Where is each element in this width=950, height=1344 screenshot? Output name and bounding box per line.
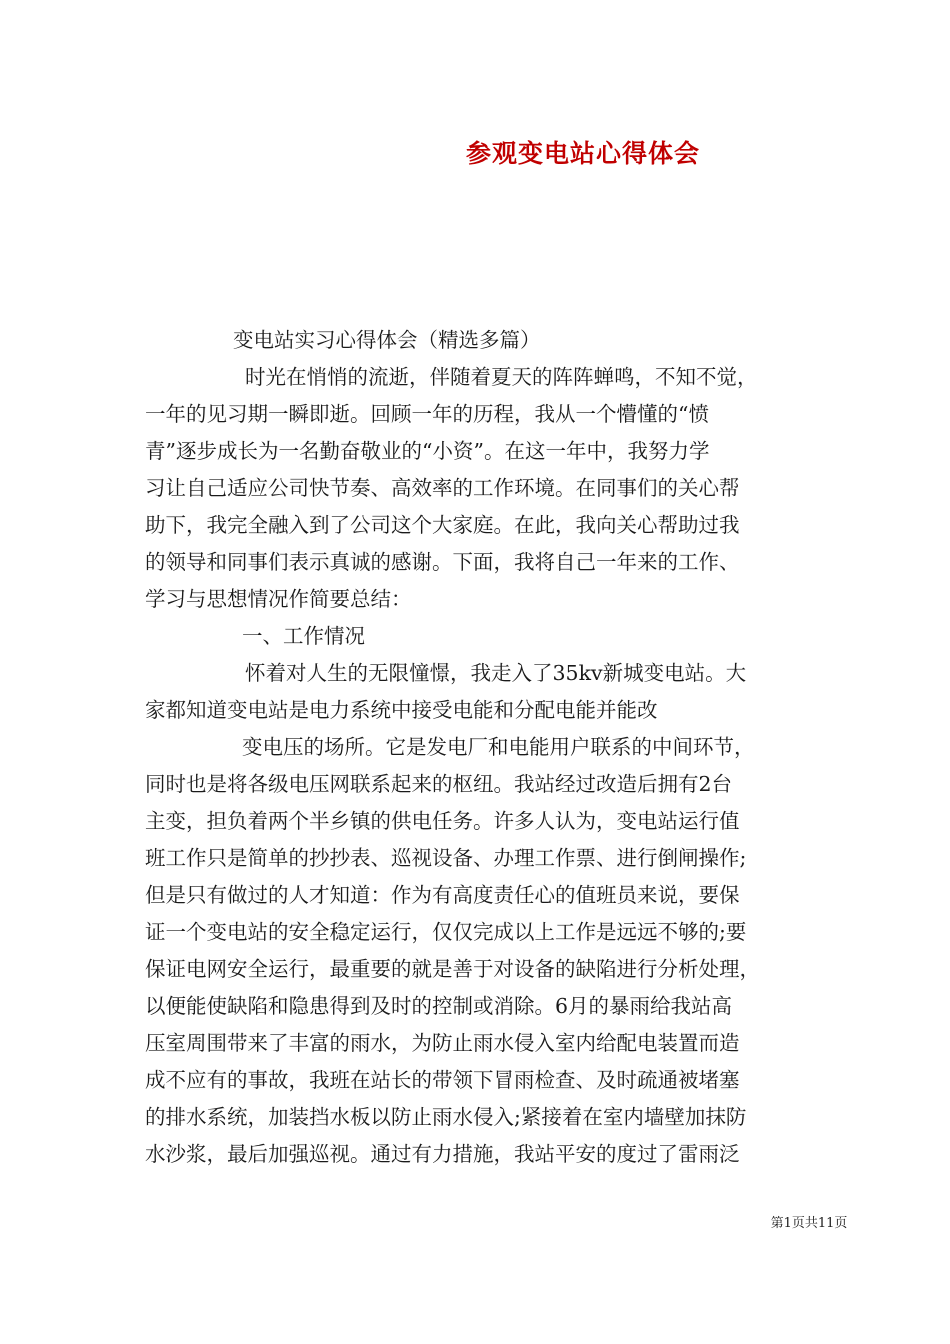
document-body	[145, 322, 810, 1173]
document-title: 参观变电站心得体会	[465, 139, 700, 168]
paragraph-line: 主变，担负着两个半乡镇的供电任务。许多人认为，变电站运行值	[145, 809, 740, 833]
paragraph-line: 学习与思想情况作简要总结：	[145, 587, 412, 611]
paragraph-line: 青”逐步成长为一名勤奋敬业的“小资”。在这一年中，我努力学	[145, 439, 710, 463]
paragraph-line: 怀着对人生的无限憧憬，我走入了35kv新城变电站。大	[245, 661, 747, 685]
paragraph-line: 时光在悄悄的流逝，伴随着夏天的阵阵蝉鸣，不知不觉，	[245, 365, 758, 389]
paragraph-line: 的排水系统，加装挡水板以防止雨水侵入;紧接着在室内墙壁加抹防	[145, 1105, 747, 1129]
paragraph-line: 以便能使缺陷和隐患得到及时的控制或消除。6月的暴雨给我站高	[145, 994, 733, 1018]
paragraph-line: 证一个变电站的安全稳定运行，仅仅完成以上工作是远远不够的;要	[145, 920, 747, 944]
document-subtitle: 变电站实习心得体会（精选多篇）	[233, 328, 541, 352]
paragraph-line: 水沙浆，最后加强巡视。通过有力措施，我站平安的度过了雷雨泛	[145, 1142, 740, 1166]
paragraph-line: 压室周围带来了丰富的雨水，为防止雨水侵入室内给配电装置而造	[145, 1031, 740, 1055]
paragraph-line: 班工作只是简单的抄抄表、巡视设备、办理工作票、进行倒闸操作;	[145, 846, 747, 870]
paragraph-line: 家都知道变电站是电力系统中接受电能和分配电能并能改	[145, 698, 658, 722]
paragraph-line: 保证电网安全运行，最重要的就是善于对设备的缺陷进行分析处理，	[145, 957, 760, 981]
paragraph-line: 的领导和同事们表示真诚的感谢。下面，我将自己一年来的工作、	[145, 550, 740, 574]
paragraph-line: 但是只有做过的人才知道：作为有高度责任心的值班员来说，要保	[145, 883, 740, 907]
page-number: 第1页共11页	[770, 1216, 848, 1231]
paragraph-line: 习让自己适应公司快节奏、高效率的工作环境。在同事们的关心帮	[145, 476, 740, 500]
paragraph-line: 助下，我完全融入到了公司这个大家庭。在此，我向关心帮助过我	[145, 513, 740, 537]
section-heading: 一、工作情况	[242, 624, 365, 648]
paragraph-line: 一年的见习期一瞬即逝。回顾一年的历程，我从一个懵懂的“愤	[145, 402, 709, 426]
paragraph-line: 变电压的场所。它是发电厂和电能用户联系的中间环节，	[242, 735, 755, 759]
paragraph-line: 同时也是将各级电压网联系起来的枢纽。我站经过改造后拥有2台	[145, 772, 733, 796]
paragraph-line: 成不应有的事故，我班在站长的带领下冒雨检查、及时疏通被堵塞	[145, 1068, 740, 1092]
